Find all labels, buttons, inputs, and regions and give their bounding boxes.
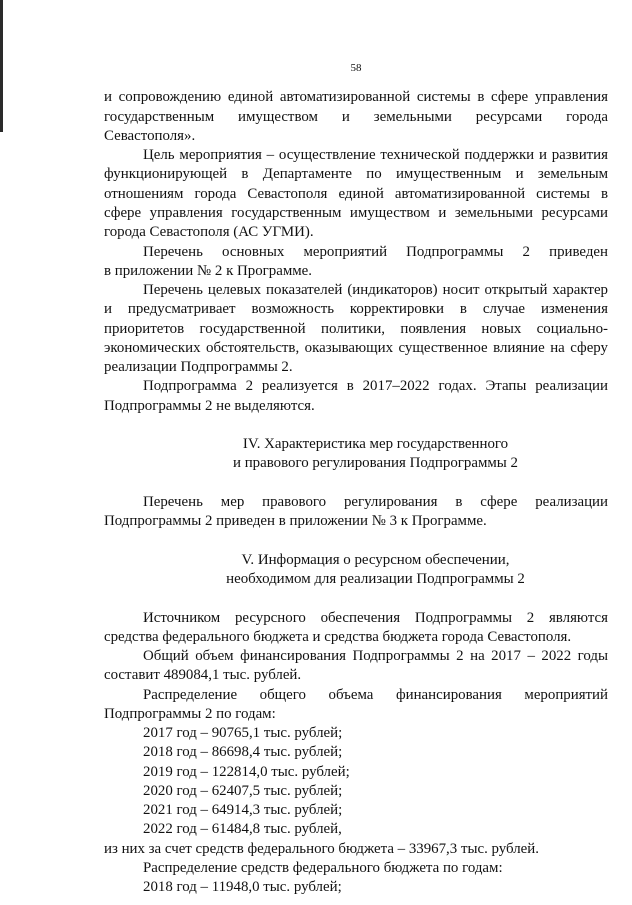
heading-line: и правового регулирования Подпрограммы 2: [233, 455, 518, 472]
page-number: 58: [350, 62, 362, 74]
paragraph-funding-sources: [104, 609, 608, 648]
text-line: Подпрограммы 2 приведен в приложении № 3 к Программе.: [104, 513, 487, 530]
text-line: государственным имуществом и земельными ресурсами города: [104, 108, 608, 125]
text-line: Перечень целевых показателей (индикаторов) носит открытый характер: [143, 282, 608, 299]
heading-line: IV. Характеристика мер государственного: [242, 436, 509, 453]
text-line: Источником ресурсного обеспечения Подпрограммы 2 являются: [143, 609, 608, 626]
blank-line: [104, 416, 608, 435]
text-line: и предусматривает возможность корректировки в случае изменения: [104, 301, 608, 318]
paragraph-legal-regulation: [104, 493, 608, 532]
text-line: отношениям города Севастополя единой автоматизированной системы в: [104, 185, 608, 202]
funding-year-item: 2018 год – 86698,4 тыс. рублей;: [143, 744, 343, 761]
heading-line: V. Информация о ресурсном обеспечении,: [241, 551, 510, 568]
text-line: реализации Подпрограммы 2.: [104, 359, 293, 376]
text-line: города Севастополя (АС УГМИ).: [104, 224, 314, 241]
scan-edge-mark: [0, 0, 3, 132]
blank-line: [104, 589, 608, 608]
blank-line: [104, 532, 608, 551]
text-line: и сопровождению единой автоматизированной системы в сфере управления: [104, 89, 608, 106]
paragraph-measures-reference: [104, 243, 608, 282]
paragraph-funding-total: [104, 647, 608, 686]
heading-line: необходимом для реализации Подпрограммы 2: [226, 571, 525, 588]
federal-distribution-intro: Распределение средств федерального бюджета по годам:: [143, 860, 503, 877]
funding-year-item: 2022 год – 61484,8 тыс. рублей,: [143, 821, 342, 838]
section-heading-iv: [104, 435, 608, 474]
text-line: Подпрограмма 2 реализуется в 2017–2022 годах. Этапы реализации: [143, 378, 608, 395]
section-heading-v: [104, 551, 608, 590]
text-line: приоритетов государственной политики, появления новых социально-: [104, 320, 608, 337]
federal-by-year-list: [104, 878, 608, 897]
document-body: [104, 88, 608, 897]
funding-year-item: 2019 год – 122814,0 тыс. рублей;: [143, 763, 350, 780]
text-line: в приложении № 2 к Программе.: [104, 262, 313, 279]
text-line: функционирующей в Департаменте по имущественным и земельным: [104, 166, 608, 183]
text-line: средства федерального бюджета и средства бюджета города Севастополя.: [104, 628, 572, 645]
federal-year-item: 2018 год – 11948,0 тыс. рублей;: [143, 879, 342, 896]
text-line: экономических обстоятельств, оказывающих существенное влияние на сферу: [104, 339, 608, 356]
text-line: Перечень мер правового регулирования в сфере реализации: [143, 493, 608, 510]
text-line: Цель мероприятия – осуществление технической поддержки и развития: [143, 147, 608, 164]
paragraph-continuation: [104, 88, 608, 146]
text-line: Общий объем финансирования Подпрограммы 2 на 2017 – 2022 годы: [143, 648, 608, 665]
text-line: Севастополя».: [104, 127, 196, 144]
funding-by-year-list: [104, 724, 608, 840]
paragraph-measure-goal: [104, 146, 608, 242]
text-line: составит 489084,1 тыс. рублей.: [104, 667, 302, 684]
paragraph-timeline: [104, 377, 608, 416]
paragraph-distribution-intro: [104, 686, 608, 725]
text-line: Подпрограммы 2 не выделяются.: [104, 397, 315, 414]
paragraph-target-indicators: [104, 281, 608, 377]
text-line: сфере управления государственным имуществом и земельными ресурсами: [104, 204, 608, 221]
blank-line: [104, 474, 608, 493]
text-line: Перечень основных мероприятий Подпрограммы 2 приведен: [143, 243, 608, 260]
text-line: Распределение общего объема финансирования мероприятий: [143, 686, 608, 703]
funding-year-item: 2021 год – 64914,3 тыс. рублей;: [143, 802, 343, 819]
funding-year-item: 2020 год – 62407,5 тыс. рублей;: [143, 782, 343, 799]
funding-year-item: 2017 год – 90765,1 тыс. рублей;: [143, 725, 343, 742]
text-line: Подпрограммы 2 по годам:: [104, 705, 276, 722]
federal-budget-total: из них за счет средств федерального бюджета – 33967,3 тыс. рублей.: [104, 840, 539, 857]
